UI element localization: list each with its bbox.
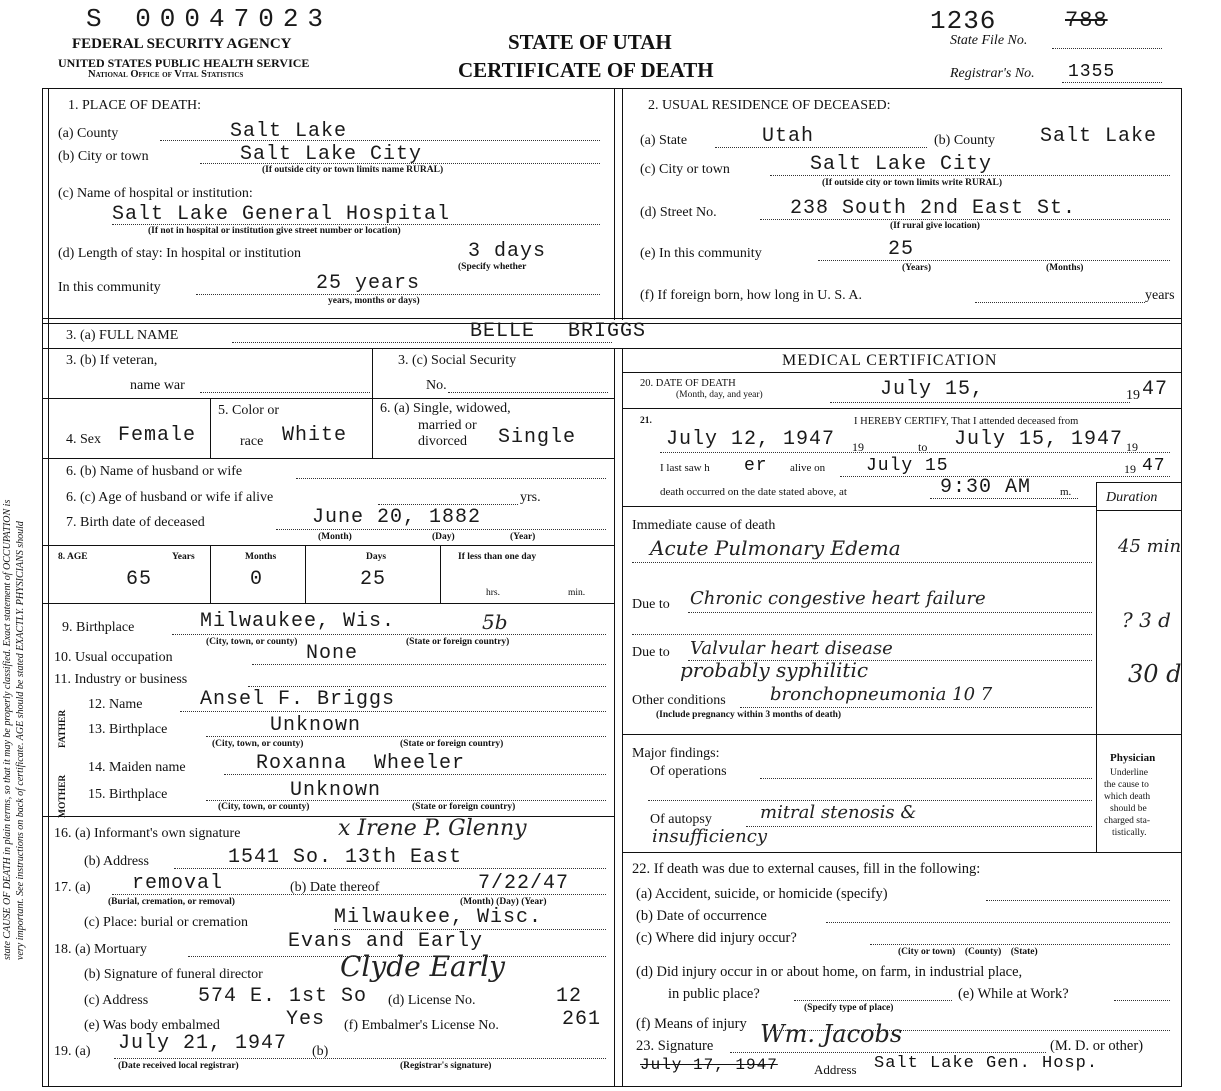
city-note: (If outside city or town limits name RURAL)	[262, 165, 444, 175]
death-county: Salt Lake	[230, 120, 348, 143]
res-foreign-years: years	[1145, 288, 1175, 303]
last-saw-19: 19	[1124, 462, 1136, 476]
certificate-title: CERTIFICATE OF DEATH	[458, 58, 714, 82]
father-label: FATHER	[58, 709, 68, 748]
race-label: race	[240, 434, 264, 449]
attended-to: July 15, 1947	[954, 428, 1124, 451]
registrar-number: 1355	[1068, 62, 1116, 82]
age-months: 0	[250, 568, 264, 591]
ext-c: (c) Where did injury occur?	[636, 930, 797, 946]
res-county-label: (b) County	[934, 133, 996, 148]
informant-sig-label: 16. (a) Informant's own signature	[54, 826, 241, 841]
immediate-duration: 45 min	[1118, 536, 1182, 557]
stay-label: (d) Length of stay: In hospital or institution	[58, 246, 302, 261]
fb-state-note: (State or foreign country)	[400, 739, 504, 749]
other-note: (Include pregnancy within 3 months of death)	[656, 710, 842, 720]
full-name: BELLE BRIGGS	[470, 320, 647, 343]
agency-name: FEDERAL SECURITY AGENCY	[72, 36, 292, 52]
birthplace-label: 9. Birthplace	[62, 620, 135, 635]
res-state: Utah	[762, 125, 815, 148]
certify-text: I HEREBY CERTIFY, That I attended deceased from	[854, 416, 1079, 427]
inf-address-label: (b) Address	[84, 854, 149, 869]
birth-date-label: 7. Birth date of deceased	[66, 515, 205, 530]
serial-number: S 00047023	[86, 4, 333, 34]
min-label: min.	[568, 588, 586, 598]
death-year-prefix: 19	[1126, 388, 1140, 403]
ss-label: 3. (c) Social Security	[398, 353, 517, 368]
age-years-label: Years	[172, 552, 195, 562]
due-to-label-1: Due to	[632, 597, 670, 612]
community-label: In this community	[58, 280, 161, 295]
res-years-label: (Years)	[902, 263, 932, 273]
community-length: 25 years	[316, 272, 421, 295]
hospital-name: Salt Lake General Hospital	[112, 203, 451, 226]
mother-label: MOTHER	[58, 774, 68, 818]
birth-year-note: (Year)	[510, 532, 536, 542]
occupation-label: 10. Usual occupation	[54, 650, 173, 665]
sex-label: 4. Sex	[66, 432, 101, 447]
informant-signature: x Irene P. Glenny	[338, 816, 527, 841]
fb-city-note: (City, town, or county)	[212, 739, 304, 749]
medical-heading: MEDICAL CERTIFICATION	[782, 352, 998, 369]
res-community: 25	[888, 238, 915, 261]
last-saw-pronoun: er	[744, 456, 768, 476]
physician-box-line-6: tistically.	[1112, 828, 1147, 838]
burial-note: (Burial, cremation, or removal)	[108, 897, 235, 907]
ext-f: (f) Means of injury	[636, 1016, 747, 1032]
mother-birth: Unknown	[290, 779, 382, 802]
marital-status: Single	[498, 426, 577, 449]
mb-state-note: (State or foreign country)	[412, 802, 516, 812]
physician-box-line-2: the cause to	[1104, 780, 1149, 790]
death-city: Salt Lake City	[240, 143, 423, 166]
res-city-note: (If outside city or town limits write RURAL)	[822, 178, 1003, 188]
county-label: (a) County	[58, 126, 119, 141]
occupation: None	[306, 642, 359, 665]
last-saw-label: I last saw h	[660, 462, 710, 474]
due-to-2b: probably syphilitic	[680, 658, 869, 682]
race: White	[282, 424, 348, 447]
embalmed-label: (e) Was body embalmed	[84, 1018, 220, 1033]
certify-number: 21.	[640, 416, 652, 426]
due-to-1: Chronic congestive heart failure	[690, 588, 986, 609]
registrar-sig-note: (Registrar's signature)	[400, 1061, 492, 1071]
burial-date-note: (Month) (Day) (Year)	[460, 897, 547, 907]
registrar-label: Registrar's No.	[950, 66, 1035, 81]
received-note: (Date received local registrar)	[118, 1061, 239, 1071]
ext-c-note: (City or town) (County) (State)	[898, 947, 1038, 957]
mortuary-label: 18. (a) Mortuary	[54, 942, 147, 957]
due-to-2-duration: 30 d	[1128, 660, 1182, 688]
office-name: National Office of Vital Statistics	[88, 69, 244, 80]
inf-address: 1541 So. 13th East	[228, 846, 463, 869]
other-conditions: bronchopneumonia 10 7	[770, 684, 993, 705]
res-street: 238 South 2nd East St.	[790, 197, 1077, 220]
other-conditions-label: Other conditions	[632, 693, 726, 708]
last-saw-date: July 15	[866, 456, 949, 476]
full-name-label: 3. (a) FULL NAME	[66, 328, 179, 343]
physician-box-line-4: should be	[1110, 804, 1147, 814]
received-date: July 21, 1947	[118, 1032, 288, 1055]
immediate-cause: Acute Pulmonary Edema	[650, 536, 901, 560]
autopsy-label: Of autopsy	[650, 812, 712, 827]
marital-label3: divorced	[418, 434, 467, 449]
industry-label: 11. Industry or business	[54, 672, 188, 687]
mother-name-label: 14. Maiden name	[88, 760, 186, 775]
embalmer-number: 261	[562, 1008, 602, 1031]
marital-label: 6. (a) Single, widowed,	[380, 401, 511, 416]
embalmer-label: (f) Embalmer's License No.	[344, 1018, 499, 1033]
age-days: 25	[360, 568, 387, 591]
res-county: Salt Lake	[1040, 125, 1158, 148]
sig-address-label: Address	[814, 1062, 857, 1077]
burial-place-label: (c) Place: burial or cremation	[84, 915, 249, 930]
age-years: 65	[126, 568, 153, 591]
findings-label: Major findings:	[632, 746, 720, 761]
signature-note: (M. D. or other)	[1050, 1038, 1144, 1054]
birth-date: June 20, 1882	[312, 506, 482, 529]
husband-label: 6. (b) Name of husband or wife	[66, 464, 243, 479]
side-instructions-1: state CAUSE OF DEATH in plain terms, so that it may be properly classified. Exact statement of OCCUPATION is	[2, 499, 13, 960]
ext-b: (b) Date of occurrence	[636, 908, 767, 924]
burial-date-label: (b) Date thereof	[290, 880, 380, 895]
marital-label2: married or	[418, 418, 477, 433]
place-of-death-heading: 1. PLACE OF DEATH:	[68, 98, 202, 113]
physician-box-line-5: charged sta-	[1104, 816, 1150, 826]
mother-name: Roxanna Wheeler	[256, 752, 466, 775]
physician-box-line-0: Physician	[1110, 752, 1156, 764]
side-instructions-2: very important. See instructions on back of certificate. AGE should be stated EXACTLY. PHYSICIANS should	[15, 521, 26, 960]
attended-19b: 19	[1126, 440, 1138, 454]
burial-type: removal	[132, 872, 224, 895]
veteran-label2: name war	[130, 378, 185, 393]
color-label: 5. Color or	[218, 403, 280, 418]
attended-19a: 19	[852, 440, 864, 454]
death-date: July 15,	[880, 378, 985, 401]
death-date-label: 20. DATE OF DEATH	[640, 378, 736, 389]
yrs-label: yrs.	[520, 490, 541, 505]
death-time: 9:30 AM	[940, 476, 1032, 499]
stay-note: (Specify whether	[458, 262, 527, 272]
autopsy-findings-2: insufficiency	[652, 826, 768, 847]
res-city: Salt Lake City	[810, 153, 993, 176]
burial-label: 17. (a)	[54, 880, 91, 895]
burial-date: 7/22/47	[478, 872, 570, 895]
received-label: 19. (a)	[54, 1044, 91, 1059]
signature-label: 23. Signature	[636, 1038, 714, 1054]
husband-age-label: 6. (c) Age of husband or wife if alive	[66, 490, 274, 505]
m-label: m.	[1060, 486, 1072, 498]
physician-box-line-1: Underline	[1110, 768, 1148, 778]
embalmed: Yes	[286, 1008, 326, 1031]
ext-heading: 22. If death was due to external causes, fill in the following:	[632, 861, 981, 877]
age-months-label: Months	[245, 552, 277, 562]
bp-city-note: (City, town, or county)	[206, 637, 298, 647]
birth-day-note: (Day)	[432, 532, 455, 542]
occurred-label: death occurred on the date stated above, at	[660, 486, 847, 498]
death-year: 47	[1142, 378, 1169, 401]
mother-birth-label: 15. Birthplace	[88, 787, 168, 802]
duration-label: Duration	[1106, 490, 1158, 505]
registrar-sig-label: (b)	[312, 1044, 329, 1059]
ext-a: (a) Accident, suicide, or homicide (specify)	[636, 886, 888, 902]
res-street-note: (If rural give location)	[890, 221, 980, 231]
last-saw-year: 47	[1142, 456, 1166, 476]
residence-heading: 2. USUAL RESIDENCE OF DECEASED:	[648, 98, 891, 113]
due-to-label-2: Due to	[632, 645, 670, 660]
ext-d-note: (Specify type of place)	[804, 1003, 894, 1013]
ext-d2: in public place?	[668, 986, 760, 1002]
to-label: to	[918, 440, 928, 454]
due-to-2: Valvular heart disease	[690, 638, 893, 659]
service-name: UNITED STATES PUBLIC HEALTH SERVICE	[58, 56, 310, 70]
age-less-label: If less than one day	[458, 552, 537, 562]
age-days-label: Days	[366, 552, 387, 562]
ss-label2: No.	[426, 378, 447, 393]
state-file-number: 1236	[930, 6, 997, 36]
immediate-label: Immediate cause of death	[632, 518, 776, 533]
hospital-note: (If not in hospital or institution give street number or location)	[148, 226, 401, 236]
death-date-note: (Month, day, and year)	[676, 390, 763, 400]
hospital-label: (c) Name of hospital or institution:	[58, 186, 253, 201]
veteran-label: 3. (b) If veteran,	[66, 353, 158, 368]
sex: Female	[118, 424, 197, 447]
ext-d: (d) Did injury occur in or about home, on farm, in industrial place,	[636, 964, 1023, 980]
physician-signature: Wm. Jacobs	[760, 1020, 903, 1048]
burial-place: Milwaukee, Wisc.	[334, 906, 543, 929]
state-file-label: State File No.	[950, 33, 1028, 48]
state-file-struck: 788	[1065, 8, 1108, 33]
alive-on-label: alive on	[790, 462, 826, 474]
father-name: Ansel F. Briggs	[200, 688, 396, 711]
autopsy-findings: mitral stenosis &	[760, 802, 917, 823]
birthplace-mark: 5b	[482, 610, 508, 634]
director-label: (b) Signature of funeral director	[84, 967, 263, 982]
license-label: (d) License No.	[388, 993, 476, 1008]
father-birth: Unknown	[270, 714, 362, 737]
signature-date: July 17, 1947	[640, 1056, 778, 1074]
director-signature: Clyde Early	[340, 950, 505, 983]
age-label: 8. AGE	[58, 552, 88, 562]
physician-box-line-3: which death	[1104, 792, 1151, 802]
res-months-label: (Months)	[1046, 263, 1084, 273]
father-birth-label: 13. Birthplace	[88, 722, 168, 737]
mortuary: Evans and Early	[288, 930, 484, 953]
res-community-label: (e) In this community	[640, 246, 762, 261]
sig-address: Salt Lake Gen. Hosp.	[874, 1054, 1099, 1073]
mort-address-label: (c) Address	[84, 993, 149, 1008]
mort-address: 574 E. 1st So	[198, 985, 368, 1008]
hrs-label: hrs.	[486, 588, 500, 598]
res-state-label: (a) State	[640, 133, 688, 148]
birthplace: Milwaukee, Wis.	[200, 610, 396, 633]
state-title: STATE OF UTAH	[508, 30, 672, 54]
community-note: years, months or days)	[328, 296, 420, 306]
mb-city-note: (City, town, or county)	[218, 802, 310, 812]
birth-month-note: (Month)	[318, 532, 352, 542]
ext-e: (e) While at Work?	[958, 986, 1069, 1002]
bp-state-note: (State or foreign country)	[406, 637, 510, 647]
city-label: (b) City or town	[58, 149, 149, 164]
res-city-label: (c) City or town	[640, 162, 730, 177]
res-foreign-label: (f) If foreign born, how long in U. S. A.	[640, 288, 863, 303]
res-street-label: (d) Street No.	[640, 205, 717, 220]
operations-label: Of operations	[650, 764, 727, 779]
father-name-label: 12. Name	[88, 697, 143, 712]
license-number: 12	[556, 985, 583, 1008]
stay-length: 3 days	[468, 240, 547, 263]
attended-from: July 12, 1947	[666, 428, 836, 451]
due-to-1-duration: ? 3 d	[1122, 608, 1171, 632]
